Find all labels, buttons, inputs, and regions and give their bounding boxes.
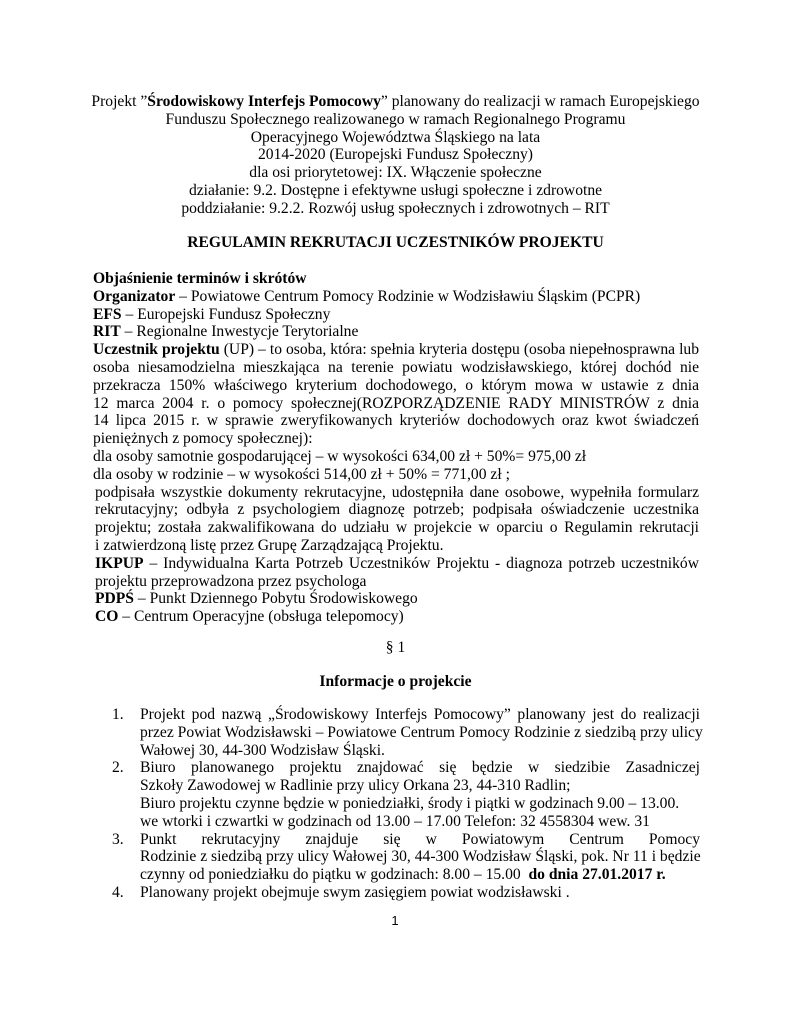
definition-text: (UP) – to osoba, która: spełnia kryteria dostępu (osoba niepełnosprawna lub (219, 341, 699, 359)
list-item-text: Punkt rekrutacyjny znajduje się w Powiatowym Centrum Pomocy (140, 830, 700, 848)
list-item (112, 831, 700, 884)
definition-text: przekracza 150% właściwego kryterium dochodowego, o którym mowa w ustawie z dnia (93, 376, 699, 394)
definition-term: CO (95, 608, 119, 626)
list-item-number: 3. (112, 830, 124, 848)
definition-term: IKPUP (95, 554, 144, 572)
definition-organizator (93, 288, 699, 306)
income-threshold-family: dla osoby w rodzinie – w wysokości 514,00 zł + 50% = 771,00 zł ; (93, 465, 510, 483)
income-threshold-single: dla osoby samotnie gospodarującej – w wysokości 634,00 zł + 50%= 975,00 zł (93, 447, 587, 465)
definition-text: – Centrum Operacyjne (obsługa telepomocy) (118, 608, 404, 626)
list-item-text: Biuro projektu czynne będzie w poniedziałki, środy i piątki w godzinach 9.00 – 13.00. (140, 794, 680, 812)
document-title: REGULAMIN REKRUTACJI UCZESTNIKÓW PROJEKTU (187, 234, 604, 251)
section-number: § 1 (385, 639, 406, 656)
definition-text: 12 marca 2004 r. o pomocy społecznej(ROZPORZĄDZENIE RADY MINISTRÓW z dnia (93, 394, 699, 412)
header-line: 2014-2020 (Europejski Fundusz Społeczny) (257, 146, 533, 164)
definition-term: Organizator (93, 287, 176, 305)
list-item-text: Rodzinie z siedzibą przy ulicy Wałowej 30, 44-300 Wodzisław Śląski, pok. Nr 11 i będzie (140, 848, 701, 866)
list-item (112, 759, 700, 830)
list-item-number: 2. (112, 759, 124, 777)
definition-term: Uczestnik projektu (93, 341, 220, 359)
definition-text: 14 lipca 2015 r. w sprawie zweryfikowanych kryteriów dochodowych oraz kwot świadczeń (93, 412, 699, 430)
section-title: Informacje o projekcie (319, 673, 472, 690)
definition-text: – Indywidualna Karta Potrzeb Uczestników Projektu - diagnoza potrzeb uczestników (143, 554, 699, 572)
list-item-text: . (661, 866, 666, 884)
list-item-number: 1. (112, 706, 124, 723)
list-item-text: Szkoły Zawodowej w Radlinie przy ulicy Orkana 23, 44-310 Radlin; (140, 777, 571, 795)
definition-uczestnik (93, 341, 699, 555)
header-text: ” planowany do realizacji w ramach Europejskiego (380, 93, 700, 110)
list-item (112, 706, 703, 759)
definition-text: rekrutacyjny; odbyła z psychologiem diagnozę potrzeb; podpisała oświadczenie uczestnika (95, 501, 699, 519)
header-line: dla osi priorytetowej: IX. Włączenie społeczne (249, 164, 542, 182)
definition-rit (93, 323, 699, 341)
list-item-text: Wałowej 30, 44-300 Wodzisław Śląski. (140, 741, 385, 759)
header-line: Funduszu Społecznego realizowanego w ramach Regionalnego Programu (165, 110, 626, 128)
definition-co (93, 608, 699, 626)
list-item (112, 884, 700, 902)
list-item-text: Projekt pod nazwą „Środowiskowy Interfejs Pomocowy” planowany jest do realizacji (140, 706, 700, 723)
list-item-text: we wtorki i czwartki w godzinach od 13.00 – 17.00 Telefon: 32 4558304 wew. 31 (140, 812, 650, 830)
definition-text: podpisała wszystkie dokumenty rekrutacyjne, udostępniła dane osobowe, wypełniła formularz (95, 483, 699, 501)
list-item-text: czynny od poniedziałku do piątku w godzinach: 8.00 – 15.00 (140, 866, 521, 884)
deadline-date: do dnia 27.01.2017 r (528, 866, 662, 884)
definition-text: – Punkt Dziennego Pobytu Środowiskowego (133, 590, 418, 608)
definition-text: i zatwierdzoną listę przez Grupę Zarządzającą Projektu. (95, 536, 444, 554)
definition-text: – Europejski Fundusz Społeczny (121, 305, 331, 323)
header-line: działanie: 9.2. Dostępne i efektywne usługi społeczne i zdrowotne (188, 181, 603, 199)
numbered-list (112, 706, 703, 902)
header-line: poddziałanie: 9.2.2. Rozwój usług społecznych i zdrowotnych – RIT (181, 199, 610, 217)
definition-text: osoba niesamodzielna mieszkająca na terenie powiatu wodzisławskiego, której dochód nie (93, 358, 699, 376)
project-name: Środowiskowy Interfejs Pomocowy (147, 93, 381, 110)
definition-term: PDPŚ (95, 590, 134, 608)
definition-text: projektu przeprowadzona przez psychologa (95, 572, 367, 590)
definition-pdps (93, 590, 699, 608)
definition-text: projektu; została zakwalifikowana do udziału w projekcie w oparciu o Regulamin rekrutacji (95, 519, 699, 537)
definition-ikpup (93, 555, 699, 591)
definition-term: EFS (93, 305, 122, 323)
definitions-section (93, 270, 699, 626)
definition-text: pieniężnych z pomocy społecznej): (93, 430, 313, 448)
list-item-text (140, 866, 700, 884)
header-text: Projekt ” (91, 93, 148, 110)
header-line (60, 93, 731, 111)
list-item-number: 4. (112, 883, 124, 901)
definition-text: – Regionalne Inwestycje Terytorialne (120, 323, 359, 341)
list-item-text: Biuro planowanego projektu znajdować się będzie w siedzibie Zasadniczej (140, 759, 700, 777)
page-number: 1 (391, 913, 399, 928)
definitions-heading: Objaśnienie terminów i skrótów (93, 270, 307, 287)
project-header (60, 93, 731, 218)
list-item-text: przez Powiat Wodzisławski – Powiatowe Centrum Pomocy Rodzinie z siedzibą przy ulicy (140, 723, 703, 741)
definition-text: – Powiatowe Centrum Pomocy Rodzinie w Wodzisławiu Śląskim (PCPR) (175, 287, 641, 305)
list-item-text: Planowany projekt obejmuje swym zasięgiem powiat wodzisławski . (140, 883, 570, 901)
header-line: Operacyjnego Województwa Śląskiego na lata (250, 128, 541, 146)
definition-efs (93, 306, 699, 324)
definition-term: RIT (93, 323, 121, 341)
